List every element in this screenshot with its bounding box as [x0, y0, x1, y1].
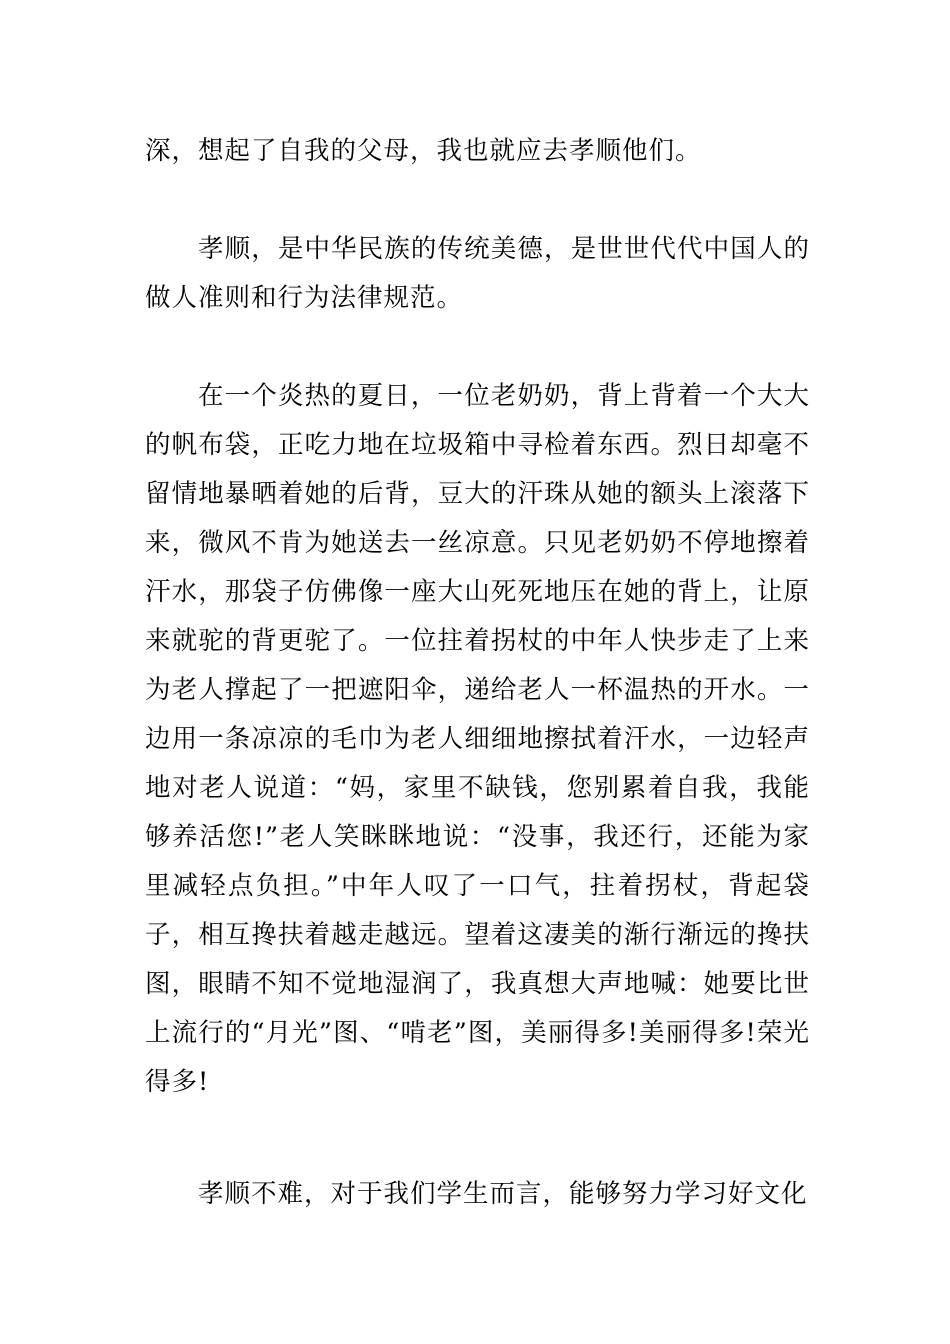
paragraph-filial-piety-virtue: 孝顺，是中华民族的传统美德，是世世代代中国人的做人准则和行为法律规范。: [145, 234, 810, 313]
paragraph-summer-story: 在一个炎热的夏日，一位老奶奶，背上背着一个大大的帆布袋，正吃力地在垃圾箱中寻检着东西。烈日却毫不留情地暴晒着她的后背，豆大的汗珠从她的额头上滚落下来，微风不肯为她送去一丝凉意。只见老奶奶不停地擦着汗水，那袋子仿佛像一座大山死死地压在她的背上，让原来就驼的背更驼了。一位拄着拐杖的中年人快步走了上来为老人撑起了一把遮阳伞，递给老人一杯温热的开水。一边用一条凉凉的毛巾为老人细细地擦拭着汗水，一边轻声地对老人说道：“妈，家里不缺钱，您别累着自我，我能够养活您!”老人笑眯眯地说：“没事，我还行，还能为家里减轻点负担。”中年人叹了一口气，拄着拐杖，背起袋子，相互搀扶着越走越远。望着这凄美的渐行渐远的搀扶图，眼睛不知不觉地湿润了，我真想大声地喊：她要比世上流行的“月光”图、“啃老”图，美丽得多!美丽得多!荣光得多!: [145, 381, 810, 1097]
paragraph-continuation: 深，想起了自我的父母，我也就应去孝顺他们。: [145, 136, 702, 166]
paragraph-students-filial-piety: 孝顺不难，对于我们学生而言，能够努力学习好文化: [198, 1179, 808, 1209]
